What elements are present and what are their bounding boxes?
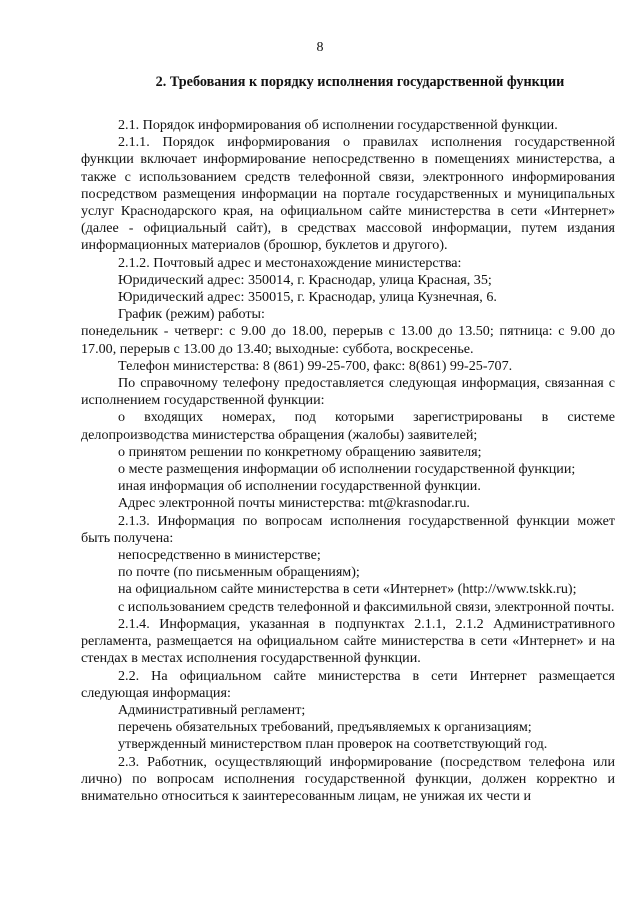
paragraph: 2.1.1. Порядок информирования о правилах исполнения государственной функции включает информирование непосредственно в помещениях министерства, а также с использованием средств телефонной связи, электронного информирования посредством размещения информации на портале государственных и муниципальных услуг Краснодарского края, на официальном сайте министерства в сети «Интернет» (далее - официальный сайт), в средствах массовой информации, путем издания информационных материалов (брошюр, буклетов и другого).	[81, 134, 615, 254]
paragraph: Юридический адрес: 350015, г. Краснодар, улица Кузнечная, 6.	[118, 289, 497, 306]
paragraph: По справочному телефону предоставляется следующая информация, связанная с исполнением государственной функции:	[81, 375, 615, 409]
paragraph: о принятом решении по конкретному обращению заявителя;	[118, 443, 482, 460]
paragraph: 2.3. Работник, осуществляющий информирование (посредством телефона или лично) по вопросам исполнения государственной функции, должен корректно и внимательно относиться к заинтересованным лицам, не унижая их чести и	[81, 753, 615, 804]
paragraph: 2.2. На официальном сайте министерства в сети Интернет размещается следующая информация:	[81, 667, 615, 701]
paragraph: иная информация об исполнении государственной функции.	[118, 478, 481, 495]
paragraph: 2.1.2. Почтовый адрес и местонахождение министерства:	[118, 254, 462, 271]
paragraph: Административный регламент;	[118, 701, 306, 718]
paragraph: Адрес электронной почты министерства: mt@krasnodar.ru.	[118, 495, 470, 512]
paragraph: непосредственно в министерстве;	[118, 547, 321, 564]
page-number: 8	[316, 40, 324, 55]
paragraph: о месте размещения информации об исполнении государственной функции;	[118, 461, 576, 478]
paragraph: 2.1. Порядок информирования об исполнении государственной функции.	[118, 117, 558, 133]
paragraph: о входящих номерах, под которыми зарегистрированы в системе делопроизводства министерства обращения (жалобы) заявителей;	[81, 409, 615, 443]
paragraph: утвержденный министерством план проверок на соответствующий год.	[118, 736, 548, 753]
paragraph: по почте (по письменным обращениям);	[118, 564, 360, 581]
paragraph: График (режим) работы:	[118, 306, 265, 323]
paragraph: 2.1.3. Информация по вопросам исполнения государственной функции может быть получена:	[81, 512, 615, 546]
paragraph: понедельник - четверг: с 9.00 до 18.00, перерыв с 13.00 до 13.50; пятница: с 9.00 до 17.00, перерыв с 13.00 до 13.40; выходные: суббота, воскресенье.	[81, 323, 615, 357]
paragraph: с использованием средств телефонной и факсимильной связи, электронной почты.	[118, 598, 615, 615]
paragraph: перечень обязательных требований, предъявляемых к организациям;	[118, 719, 532, 736]
paragraph: Телефон министерства: 8 (861) 99-25-700, факс: 8(861) 99-25-707.	[118, 357, 513, 374]
paragraph: на официальном сайте министерства в сети «Интернет» (http://www.tskk.ru);	[118, 581, 577, 598]
document-body	[81, 117, 615, 805]
section-heading: 2. Требования к порядку исполнения государственной функции	[155, 74, 565, 90]
paragraph: 2.1.4. Информация, указанная в подпунктах 2.1.1, 2.1.2 Административного регламента, размещается на официальном сайте министерства в сети «Интернет» и на стендах в местах исполнения государственной функции.	[81, 615, 615, 667]
paragraph: Юридический адрес: 350014, г. Краснодар, улица Красная, 35;	[118, 271, 492, 288]
